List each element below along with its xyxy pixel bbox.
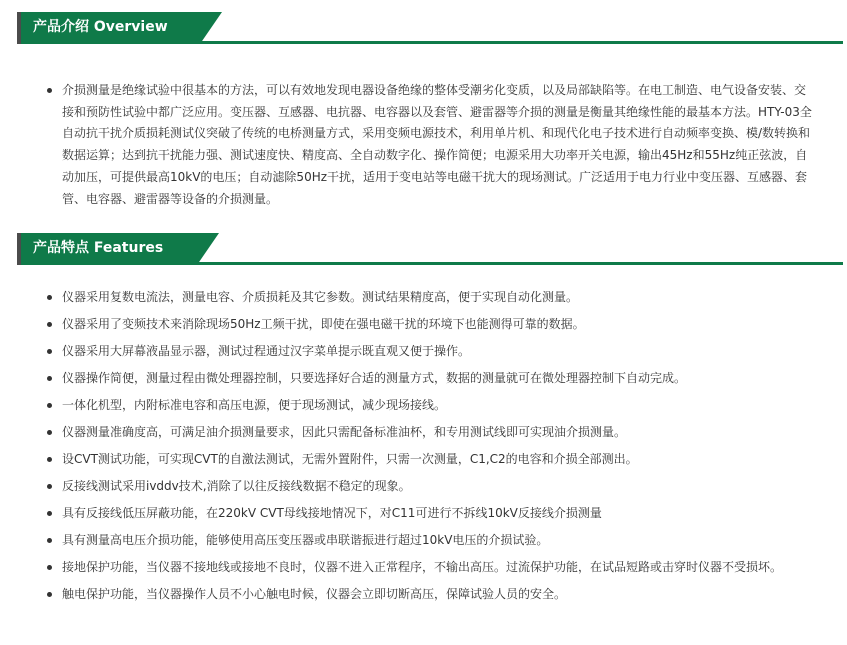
feature-item: 仪器采用了变频技术来消除现场50Hz工频干扰，即使在强电磁干扰的环境下也能测得可靠的数据。 [44,314,814,334]
feature-item: 仪器采用复数电流法，测量电容、介质损耗及其它参数。测试结果精度高，便于实现自动化测量。 [44,287,814,307]
features-title: 产品特点 Features [17,233,197,265]
feature-item: 具有反接线低压屏蔽功能，在220kV CVT母线接地情况下，对C11可进行不拆线10kV反接线介损测量 [44,503,814,523]
feature-item: 反接线测试采用ivddv技术,消除了以往反接线数据不稳定的现象。 [44,476,814,496]
overview-list [44,80,814,210]
feature-item: 一体化机型，内附标准电容和高压电源，便于现场测试，减少现场接线。 [44,395,814,415]
feature-item: 触电保护功能，当仪器操作人员不小心触电时候，仪器会立即切断高压，保障试验人员的安全。 [44,584,814,604]
feature-item: 具有测量高电压介损功能，能够使用高压变压器或串联谐振进行超过10kV电压的介损试验。 [44,530,814,550]
overview-header [17,12,843,44]
feature-item: 仪器测量准确度高，可满足油介损测量要求，因此只需配备标准油杯，和专用测试线即可实现油介损测量。 [44,422,814,442]
features-header [17,233,843,265]
feature-item: 设CVT测试功能，可实现CVT的自激法测试，无需外置附件，只需一次测量，C1,C2的电容和介损全部测出。 [44,449,814,469]
overview-paragraph: 介损测量是绝缘试验中很基本的方法，可以有效地发现电器设备绝缘的整体受潮劣化变质，以及局部缺陷等。在电工制造、电气设备安装、交接和预防性试验中都广泛应用。变压器、互感器、电抗器、电容器以及套管、避雷器等介损的测量是衡量其绝缘性能的最基本方法。HTY-03全自动抗干扰介质损耗测试仪突破了传统的电桥测量方式，采用变频电源技术，利用单片机、和现代化电子技术进行自动频率变换、模/数转换和数据运算；达到抗干扰能力强、测试速度快、精度高、全自动数字化、操作简便；电源采用大功率开关电源，输出45Hz和55Hz纯正弦波，自动加压，可提供最高10kV的电压；自动滤除50Hz干扰，适用于变电站等电磁干扰大的现场测试。广泛适用于电力行业中变压器、互感器、套管、电容器、避雷器等设备的介损测量。 [44,80,814,210]
features-list [44,287,814,611]
feature-item: 接地保护功能，当仪器不接地线或接地不良时，仪器不进入正常程序，不输出高压。过流保护功能，在试品短路或击穿时仪器不受损坏。 [44,557,814,577]
overview-title: 产品介绍 Overview [17,12,200,44]
feature-item: 仪器操作简便，测量过程由微处理器控制，只要选择好合适的测量方式，数据的测量就可在微处理器控制下自动完成。 [44,368,814,388]
feature-item: 仪器采用大屏幕液晶显示器，测试过程通过汉字菜单提示既直观又便于操作。 [44,341,814,361]
